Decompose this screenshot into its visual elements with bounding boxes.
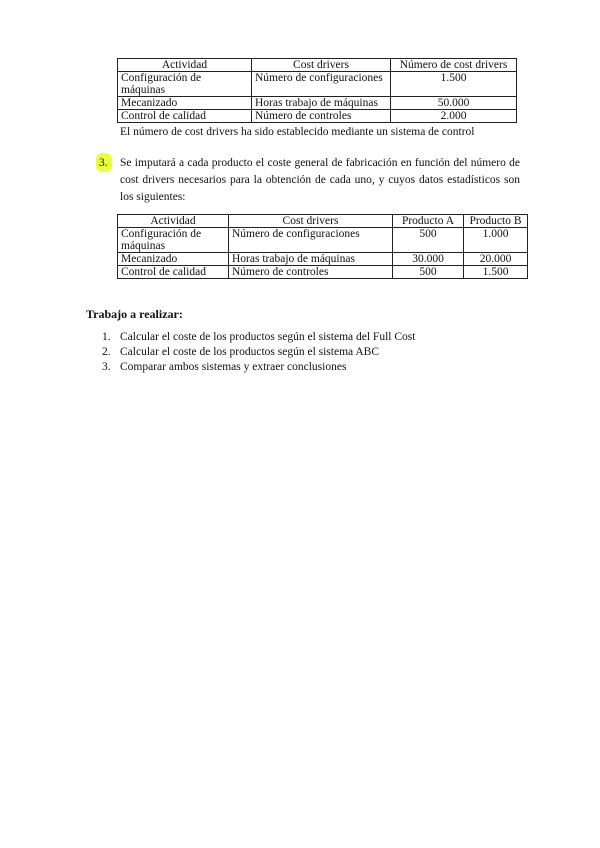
table-header-row — [118, 59, 517, 72]
table-header: Producto B — [464, 215, 528, 228]
table-header: Cost drivers — [229, 215, 393, 228]
table-row — [118, 266, 528, 279]
table-cell: Control de calidad — [118, 266, 229, 279]
table-row — [118, 72, 517, 97]
table-cell: Número de controles — [229, 266, 393, 279]
table-header: Número de cost drivers — [391, 59, 517, 72]
list-item — [102, 360, 415, 375]
table-cell: Control de calidad — [118, 110, 252, 123]
table-row — [118, 97, 517, 110]
list-item-text: Comparar ambos sistemas y extraer conclusiones — [120, 361, 347, 373]
table-cell: Horas trabajo de máquinas — [252, 97, 391, 110]
table-cell: Número de configuraciones — [252, 72, 391, 97]
table-cell: 500 — [393, 266, 464, 279]
table-header: Producto A — [393, 215, 464, 228]
list-number: 1. — [102, 331, 111, 343]
table-cell: 1.500 — [464, 266, 528, 279]
section-title: Trabajo a realizar: — [86, 307, 183, 321]
table-cell: 1.500 — [391, 72, 517, 97]
table-cell: 500 — [393, 228, 464, 253]
table-cell: Número de configuraciones — [229, 228, 393, 253]
list-number: 3. — [102, 361, 111, 373]
list-number: 2. — [102, 346, 111, 358]
table-cell: 50.000 — [391, 97, 517, 110]
table-cell: Configuración de máquinas — [118, 72, 252, 97]
table-cell: Mecanizado — [118, 97, 252, 110]
table-cell: 20.000 — [464, 253, 528, 266]
list-item-text: Calcular el coste de los productos según el sistema ABC — [120, 346, 380, 358]
table-header-row — [118, 215, 528, 228]
table-cell: 2.000 — [391, 110, 517, 123]
list-item — [102, 345, 415, 360]
table-cell: Mecanizado — [118, 253, 229, 266]
table-header: Cost drivers — [252, 59, 391, 72]
table-cell: 30.000 — [393, 253, 464, 266]
cost-drivers-table — [117, 58, 517, 123]
list-item — [102, 330, 416, 345]
table-header: Actividad — [118, 59, 252, 72]
note-paragraph: El número de cost drivers ha sido establecido mediante un sistema de control — [120, 126, 475, 138]
item-3-paragraph: Se imputará a cada producto el coste general de fabricación en función del número de cost drivers necesarios para la obtención de cada uno, y cuyos datos estadísticos son los siguientes: — [120, 157, 520, 203]
table-cell: Configuración de máquinas — [118, 228, 229, 253]
table-cell: 1.000 — [464, 228, 528, 253]
table-row — [118, 228, 528, 253]
table-cell: Horas trabajo de máquinas — [229, 253, 393, 266]
table-row — [118, 110, 517, 123]
table-row — [118, 253, 528, 266]
task-list — [102, 330, 416, 375]
product-drivers-table — [117, 214, 528, 279]
table-cell: Número de controles — [252, 110, 391, 123]
list-item-text: Calcular el coste de los productos según el sistema del Full Cost — [120, 331, 416, 343]
table-header: Actividad — [118, 215, 229, 228]
item-number: 3. — [99, 157, 108, 169]
